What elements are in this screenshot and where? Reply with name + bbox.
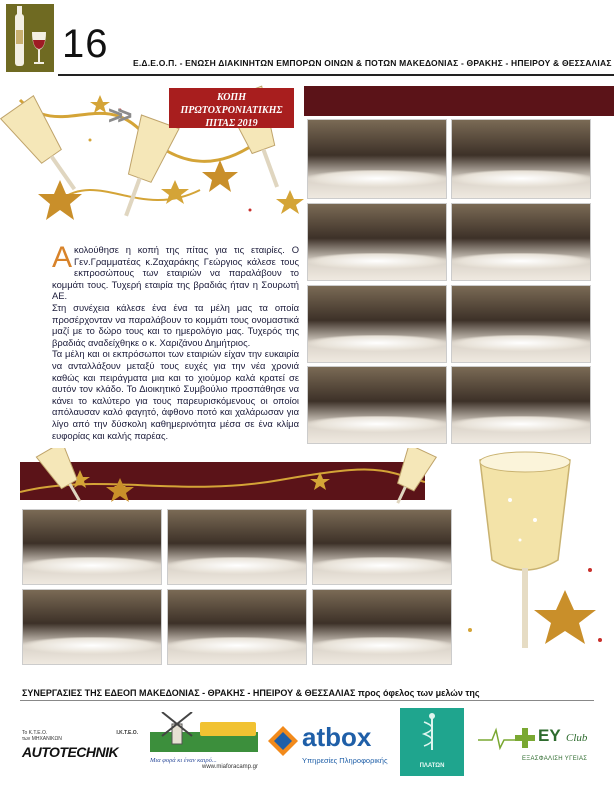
sponsor-autotechnik[interactable] xyxy=(22,730,140,770)
large-champagne-glass-decoration xyxy=(440,440,610,660)
event-photo xyxy=(451,285,591,363)
champagne-glass-icon xyxy=(370,448,450,508)
article-paragraph: Στη συνέχεια κάλεσε ένα ένα τα μέλη μας τα οποία προσέρχονταν να παραλάβουν το κομμάτι τους ονομαστικά μαζί με το δώρο τους και το ημερολόγιο μας. Τυχερός της βραδιάς αναδείχθηκε ο κ. Χαριζάνου Δημήτριος. xyxy=(52,301,299,348)
footer-divider xyxy=(20,700,594,701)
sponsors-heading: ΣΥΝΕΡΓΑΣΙΕΣ ΤΗΣ ΕΔΕΟΠ ΜΑΚΕΔΟΝΙΑΣ - ΘΡΑΚΗΣ - ΗΠΕΙΡΟΥ & ΘΕΣΣΑΛΙΑΣ προς όφελος των μελών της xyxy=(22,688,480,698)
article-paragraph: Τα μέλη και οι εκπρόσωποι των εταιριών είχαν την ευκαιρία να ανταλλάξουν μεταξύ τους ευχές για την νέα χρονιά καθώς και πειράγματα μια και το χιούμορ καλά κρατεί σε αυτόν τον κλάδο. Το Διοικητικό Συμβούλιο προσπάθησε να κάνει το καλύτερο για τους παρευρισκόμενους οι οποίοι απόλαυσαν καλό φαγητό, άφθονο ποτό και χαλάρωσαν για λίγο από την δύσκολη καθημερινότητα μέσα σε ένα κλίμα ευφορίας και καλής παρέας. xyxy=(52,348,299,441)
sponsor-ey-club[interactable] xyxy=(478,722,598,770)
event-title-line1: ΚΟΠΗ xyxy=(216,92,246,103)
header-title: Ε.Δ.Ε.Ο.Π. - ΕΝΩΣΗ ΔΙΑΚΙΝΗΤΩΝ ΕΜΠΟΡΩΝ ΟΙΝΩΝ & ΠΟΤΩΝ ΜΑΚΕΔΟΝΙΑΣ - ΘΡΑΚΗΣ - ΗΠΕΙΡΟΥ & ΘΕΣΣΑΛΙΑΣ xyxy=(133,58,612,68)
ey-club-text: Club xyxy=(566,732,588,744)
camp-slogan: Μια φορά κι έναν καιρό... xyxy=(150,757,217,764)
ey-logo-text: EY xyxy=(538,726,561,745)
sponsor-atbox[interactable] xyxy=(268,722,392,772)
event-title-line3: ΠΙΤΑΣ 2019 xyxy=(205,118,258,129)
decorative-band-top xyxy=(304,86,614,116)
header-divider xyxy=(58,74,614,76)
event-photo xyxy=(312,509,452,585)
windmill-icon xyxy=(150,712,258,752)
article-body xyxy=(52,241,299,441)
autotechnik-logo-text: AUTOTECHNIK xyxy=(22,744,119,760)
event-photo xyxy=(307,285,447,363)
event-photo xyxy=(312,589,452,665)
champagne-glass-icon xyxy=(20,448,140,508)
caduceus-icon xyxy=(400,708,464,758)
autotechnik-caption2: των ΜΗΧΑΝΙΚΩΝ xyxy=(22,736,62,742)
event-photo xyxy=(22,589,162,665)
event-title-line2: ΠΡΩΤΟΧΡΟΝΙΑΤΙΚΗΣ xyxy=(180,105,283,116)
ey-tagline: ΕΞΑΣΦΑΛΙΣΗ ΥΓΕΙΑΣ xyxy=(522,756,588,762)
autotechnik-ikteo: Ι.Κ.Τ.Ε.Ο. xyxy=(116,730,138,736)
event-photo xyxy=(22,509,162,585)
event-title-box xyxy=(169,88,294,128)
sponsor-miaforacamp[interactable] xyxy=(150,712,258,774)
event-photo xyxy=(451,366,591,444)
atbox-logo-icon xyxy=(268,726,298,756)
camp-url: www.miaforacamp.gr xyxy=(201,764,258,770)
sponsor-platon[interactable] xyxy=(400,708,464,776)
platon-name: ΠΛΑΤΩΝ xyxy=(419,763,445,769)
event-photo xyxy=(167,589,307,665)
autotechnik-caption: Το Κ.Τ.Ε.Ο. xyxy=(22,730,48,736)
drop-cap: Α xyxy=(52,241,73,274)
article-paragraph xyxy=(52,241,299,302)
event-photo xyxy=(451,119,591,199)
event-photo xyxy=(307,366,447,444)
atbox-logo-text: atbox xyxy=(302,722,372,752)
event-photo xyxy=(307,119,447,199)
page-number: 16 xyxy=(62,22,109,66)
atbox-tagline: Υπηρεσίες Πληροφορικής xyxy=(302,756,388,765)
event-photo xyxy=(167,509,307,585)
arrows-icon: >> xyxy=(108,100,127,130)
event-photo xyxy=(451,203,591,281)
event-photo xyxy=(307,203,447,281)
article-text: κολούθησε η κοπή της πίτας για τις εταιρίες. Ο Γεν.Γραμματέας κ.Ζαχαράκης Γεώργιος κάλεσε τους εκπροσώπους των εταιριών να παραλάβουν το κομμάτι τους. Τυχερή εταιρία της βραδιάς ήταν η Σουρωτή ΑΕ. xyxy=(52,244,299,302)
wine-logo xyxy=(6,4,54,72)
wine-bottle-glass-icon xyxy=(6,4,54,72)
